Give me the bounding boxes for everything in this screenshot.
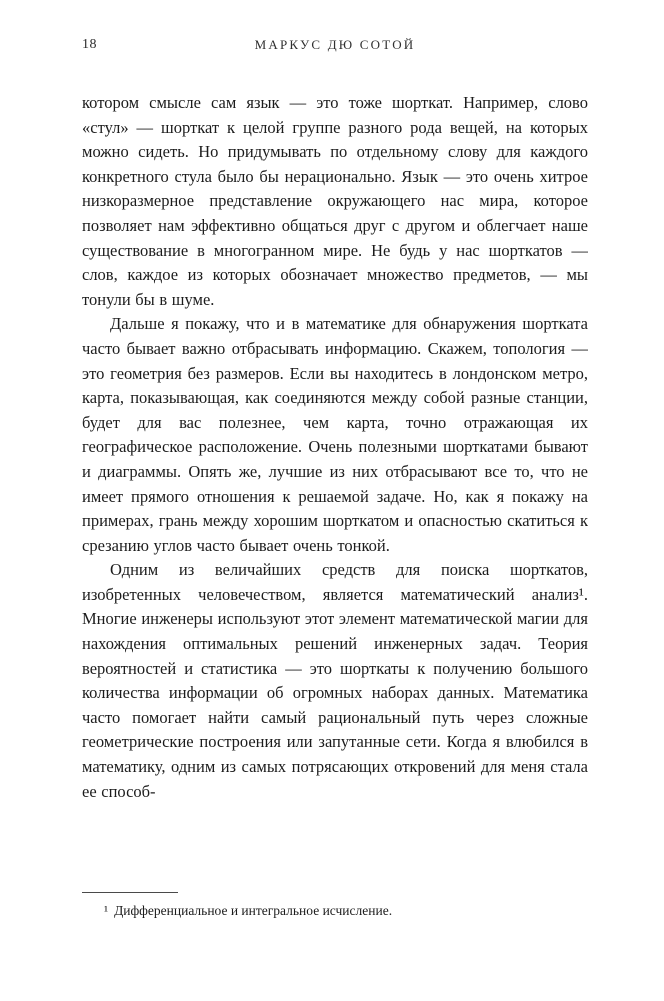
footnote-marker: ¹ [104, 903, 109, 918]
footnote-area [82, 892, 588, 920]
paragraph: Дальше я покажу, что и в математике для обнаружения шортката часто бывает важно отбрасывать информацию. Скажем, топология — это геометрия без размеров. Если вы находитесь в лондонском метро, карта, показывающая, как соединяются между собой разные станции, будет для вас полезнее, чем карта, точно отражающая их географическое расположение. Очень полезными шорткатами бывают и диаграммы. Опять же, лучшие из них отбрасывают все то, что не имеет прямого отношения к решаемой задаче. Но, как я покажу на примерах, грань между хорошим шорткатом и опасностью скатиться к срезанию углов часто бывает очень тонкой. [82, 314, 588, 555]
paragraph: котором смысле сам язык — это тоже шорткат. Например, слово «стул» — шорткат к целой группе разного рода вещей, на которых можно сидеть. Но придумывать по отдельному слову для каждого конкретного стула было бы нерационально. Язык — это очень хитрое низкоразмерное представление окружающего нас мира, которое позволяет нам эффективно общаться друг с другом и облегчает наше существование в многогранном мире. Не будь у нас шорткатов — слов, каждое из которых обозначает множество предметов, — мы тонули бы в шуме. [82, 93, 588, 309]
page-header [82, 36, 588, 54]
footnote-rule [82, 892, 178, 893]
text-block [82, 91, 588, 804]
page-number: 18 [82, 37, 97, 52]
paragraph: Одним из величайших средств для поиска шорткатов, изобретенных человечеством, является математический анализ¹. Многие инженеры используют этот элемент математической магии для нахождения оптимальных решений инженерных задач. Теория вероятностей и статистика — это шорткаты к получению большого количества информации об огромных наборах данных. Математика часто помогает найти самый рациональный путь через сложные геометрические построения или запутанные сети. Когда я влюбился в математику, одним из самых потрясающих откровений для меня стала ее способ- [82, 560, 588, 801]
running-head: МАРКУС ДЮ СОТОЙ [254, 37, 416, 52]
footnote-text: Дифференциальное и интегральное исчисление. [114, 903, 393, 918]
footnote [82, 902, 588, 920]
